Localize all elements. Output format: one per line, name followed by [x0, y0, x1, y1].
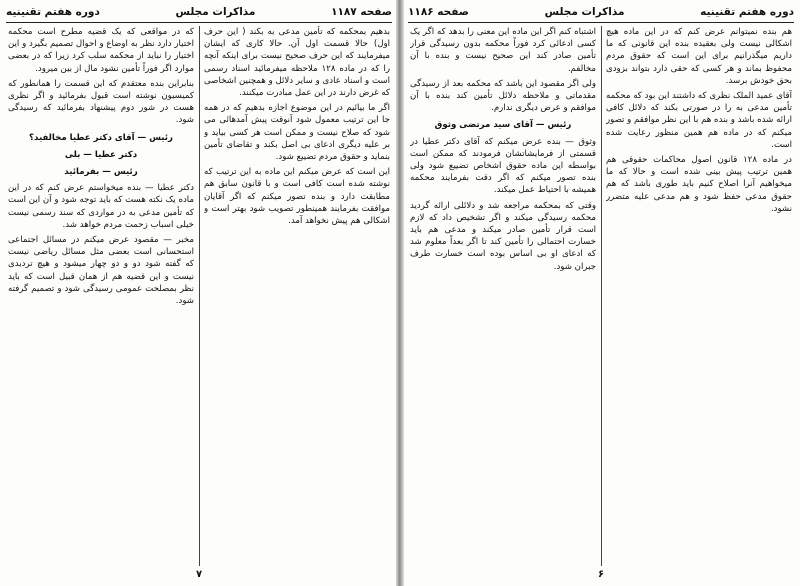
- paragraph: در ماده ۱۲۸ قانون اصول محاکمات حقوقی هم همین ترتیب پیش بینی شده است و حالا که ما میخواهیم آنرا اصلاح کنیم باید طوری باشد که هم حقوق مدعی حفظ شود و هم مدعی علیه متضرر نشود.: [606, 155, 792, 214]
- right-page-title: مذاکرات مجلس: [544, 6, 625, 18]
- paragraph: دکتر عطیا — بنده میخواستم عرض کنم که در این ماده یک نکته هست که باید توجه شود و آن این است که تأمین مدعی به در مواردی که سند رسمی نیست خیلی اسباب زحمت مردم خواهد شد.: [8, 183, 194, 230]
- left-page-header: [6, 4, 392, 20]
- paragraph: اگر ما بیائیم در این موضوع اجازه بدهیم که در همه جا این ترتیب معمول شود آنوقت پیش آمدهائی می شود که صلاح نیست و ممکن است هر کسی بیاید و بر علیه دیگری ادعای بی اصل بکند و تقاضای تأمین بنماید و حقوق مردم تضییع شود.: [204, 103, 390, 163]
- paragraph: بدهیم بمحکمه که تأمین مدعی به بکند ( این حرف اول) حالا قسمت اول آن. حالا کاری که ایشان میفرمایند که این حرف صحیح نیست برای اینکه آنچه را که در ماده ۱۲۸ ملاحظه میفرمائید اسناد رسمی است و اسناد عادی و سایر دلائل و همچنین اشخاصی که غرض دارند در این عمل مبادرت میکنند.: [204, 27, 390, 99]
- right-page: [402, 0, 800, 586]
- speaker-line: دکتر عطیا — بلی: [64, 149, 138, 160]
- left-page: [0, 0, 398, 586]
- paragraph: آقای عمید الملک نظری که داشتند این بود که محکمه تأمین مدعی به را در صورتی بکند که دلائل کافی ارائه شده باشد و بنده هم با این نظر موافقم و تصور میکنم که در ماده هم همین منظور رعایت شده است.: [606, 91, 792, 150]
- right-header-rule: [408, 22, 794, 23]
- left-page-footer-number: ۷: [195, 569, 203, 580]
- paragraph: اشتباه کنم اگر این ماده این معنی را بدهد که اگر یک کسی ادعائی کرد فوراً محکمه بدون رسیدگی قرار تأمین صادر کند این صحیح نیست و بنده با آن مخالفم.: [410, 27, 596, 74]
- right-page-number-label: صفحه ۱۱۸۶: [408, 6, 469, 18]
- column-divider: [601, 26, 602, 566]
- paragraph: ولی اگر مقصود این باشد که محکمه بعد از رسیدگی مقدماتی و ملاحظه دلائل تأمین کند بنده با آن موافقم و عرض دیگری ندارم.: [410, 78, 596, 114]
- right-page-session: دوره هفتم تقنینیه: [700, 6, 794, 18]
- paragraph: بنابراین بنده معتقدم که این قسمت را همانطور که کمیسیون نوشته است قبول بفرمائید و اگر نظری هست در شور دوم پیشنهاد بفرمائید که رسیدگی شود.: [8, 78, 194, 126]
- left-page-column-left: [8, 26, 194, 566]
- left-page-title: مذاکرات مجلس: [175, 6, 256, 18]
- speaker-line: رئیس — آقای سید مرتضی وثوق: [434, 120, 572, 131]
- right-page-footer-number: ۶: [597, 569, 605, 580]
- paragraph: هم بنده نمیتوانم عرض کنم که در این ماده هیچ اشکالی نیست ولی بعقیده بنده این قانونی که ما داریم میگذرانیم برای این است که حقوق مردم محفوظ بماند و هر کسی که حقی دارد بتواند بزودی بحق خودش برسد.: [606, 27, 792, 86]
- paragraph: وثوق — بنده عرض میکنم که آقای دکتر عطیا در قسمتی از فرمایشاتشان فرمودند که ممکن است بواسطه این ماده حقوق اشخاص تضییع شود ولی بنده تصور میکنم که اگر دقت بفرمایند محکمه همیشه با احتیاط عمل میکند.: [410, 136, 596, 196]
- left-header-rule: [6, 22, 392, 23]
- speaker-line: رئیس — بفرمائید: [64, 167, 138, 178]
- speaker-line: رئیس — آقای دکتر عطیا مخالفید؟: [29, 132, 173, 143]
- right-page-header: [408, 4, 794, 20]
- paragraph: این است که عرض میکنم این ماده به این ترتیب که نوشته شده است کافی است و با قانون سابق هم مطابقت دارد و بنده تصور میکنم که اگر آقایان موافقت بفرمایند همینطور تصویب شود بهتر است و اشکالی هم پیش نخواهد آمد.: [204, 167, 390, 227]
- paragraph: وقتی که بمحکمه مراجعه شد و دلائلی ارائه گردید محکمه رسیدگی میکند و اگر تشخیص داد که لازم است قرار تأمین صادر میکند و مدعی هم باید خسارت احتمالی را تأمین کند تا اگر بعداً معلوم شد که ادعای او بی اساس بوده است خسارت طرف جبران شود.: [410, 200, 596, 272]
- left-page-session: دوره هفتم تقنینیه: [6, 6, 100, 18]
- column-divider: [199, 26, 200, 566]
- paragraph: مخبر — مقصود عرض میکنم در مسائل اجتماعی استحسانی است بعضی مثل مسائل ریاضی نیست که گفته شود دو و دو چهار میشود و هیچ تردیدی نیست و این قضیه هم از همان قبیل است که باید نظر بمصلحت عمومی رسیدگی شود و تصمیم گرفته شود.: [8, 235, 194, 307]
- right-page-column-right: [606, 26, 792, 566]
- right-page-column-left: [410, 26, 596, 566]
- left-page-column-right: [204, 26, 390, 566]
- left-page-number-label: صفحه ۱۱۸۷: [331, 6, 392, 18]
- paragraph: که در مواقعی که یک قضیه مطرح است محکمه اختیار دارد نظر به اوضاع و احوال تصمیم بگیرد و این اختیار را نباید از محکمه سلب کرد زیرا که در بعضی موارد اگر فوراً تأمین نشود مال از بین میرود.: [8, 27, 194, 74]
